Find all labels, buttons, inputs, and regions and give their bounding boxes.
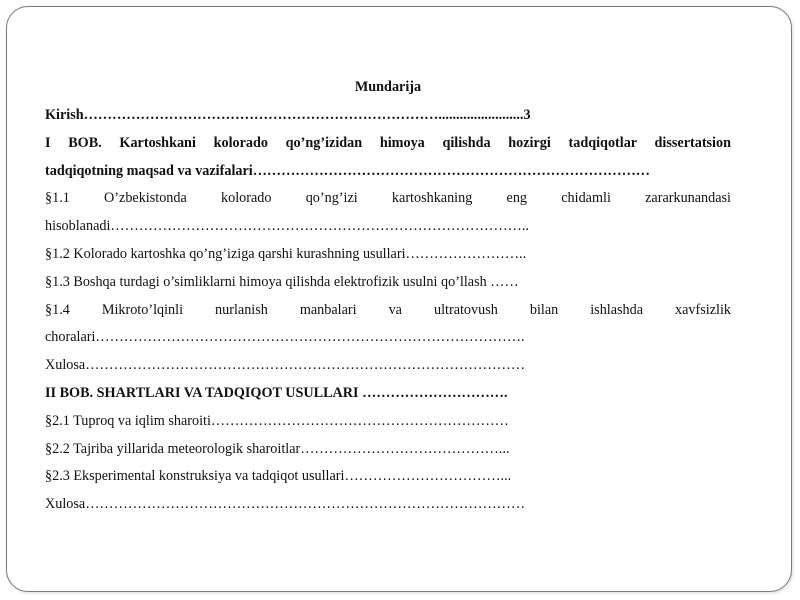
toc-title: Mundarija bbox=[354, 79, 422, 95]
toc-line: hisoblanadi…………………………………………………………………………….. bbox=[45, 218, 529, 235]
toc-line: §2.3 Eksperimental konstruksiya va tadqiqot usullari……………………………... bbox=[45, 468, 512, 485]
toc-line: §1.3 Boshqa turdagi o’simliklarni himoya qilishda elektrofizik usulni qo’llash …… bbox=[45, 273, 519, 290]
toc-line: I BOB. Kartoshkani kolorado qo’ng’izidan himoya qilishda hozirgi tadqiqotlar dissertatsion bbox=[45, 134, 731, 151]
toc-line: §2.2 Tajriba yillarida meteorologik sharoitlar……………………………………... bbox=[45, 440, 510, 457]
toc-line: §1.2 Kolorado kartoshka qo’ng’iziga qarshi kurashning usullari…………………….. bbox=[45, 245, 527, 262]
toc-line: tadqiqotning maqsad va vazifalari………………………………………………………………………… bbox=[45, 162, 650, 179]
toc-line: II BOB. SHARTLARI VA TADQIQOT USULLARI …………………………. bbox=[45, 384, 508, 401]
table-of-contents bbox=[45, 76, 731, 519]
toc-line: Kirish…………………………………………………………………........................3 bbox=[45, 107, 531, 123]
toc-line: §1.4 Mikroto’lqinli nurlanish manbalari va ultratovush bilan ishlashda xavfsizlik bbox=[45, 301, 731, 318]
toc-line: §1.1 O’zbekistonda kolorado qo’ng’izi kartoshkaning eng chidamli zararkunandasi bbox=[45, 190, 731, 207]
toc-line: choralari………………………………………………………………………………. bbox=[45, 329, 525, 346]
toc-line: §2.1 Tuproq va iqlim sharoiti……………………………………………………… bbox=[45, 412, 509, 429]
toc-lines bbox=[45, 102, 731, 519]
toc-line: Xulosa………………………………………………………………………………… bbox=[45, 357, 526, 374]
toc-line: Xulosa………………………………………………………………………………… bbox=[45, 496, 526, 513]
